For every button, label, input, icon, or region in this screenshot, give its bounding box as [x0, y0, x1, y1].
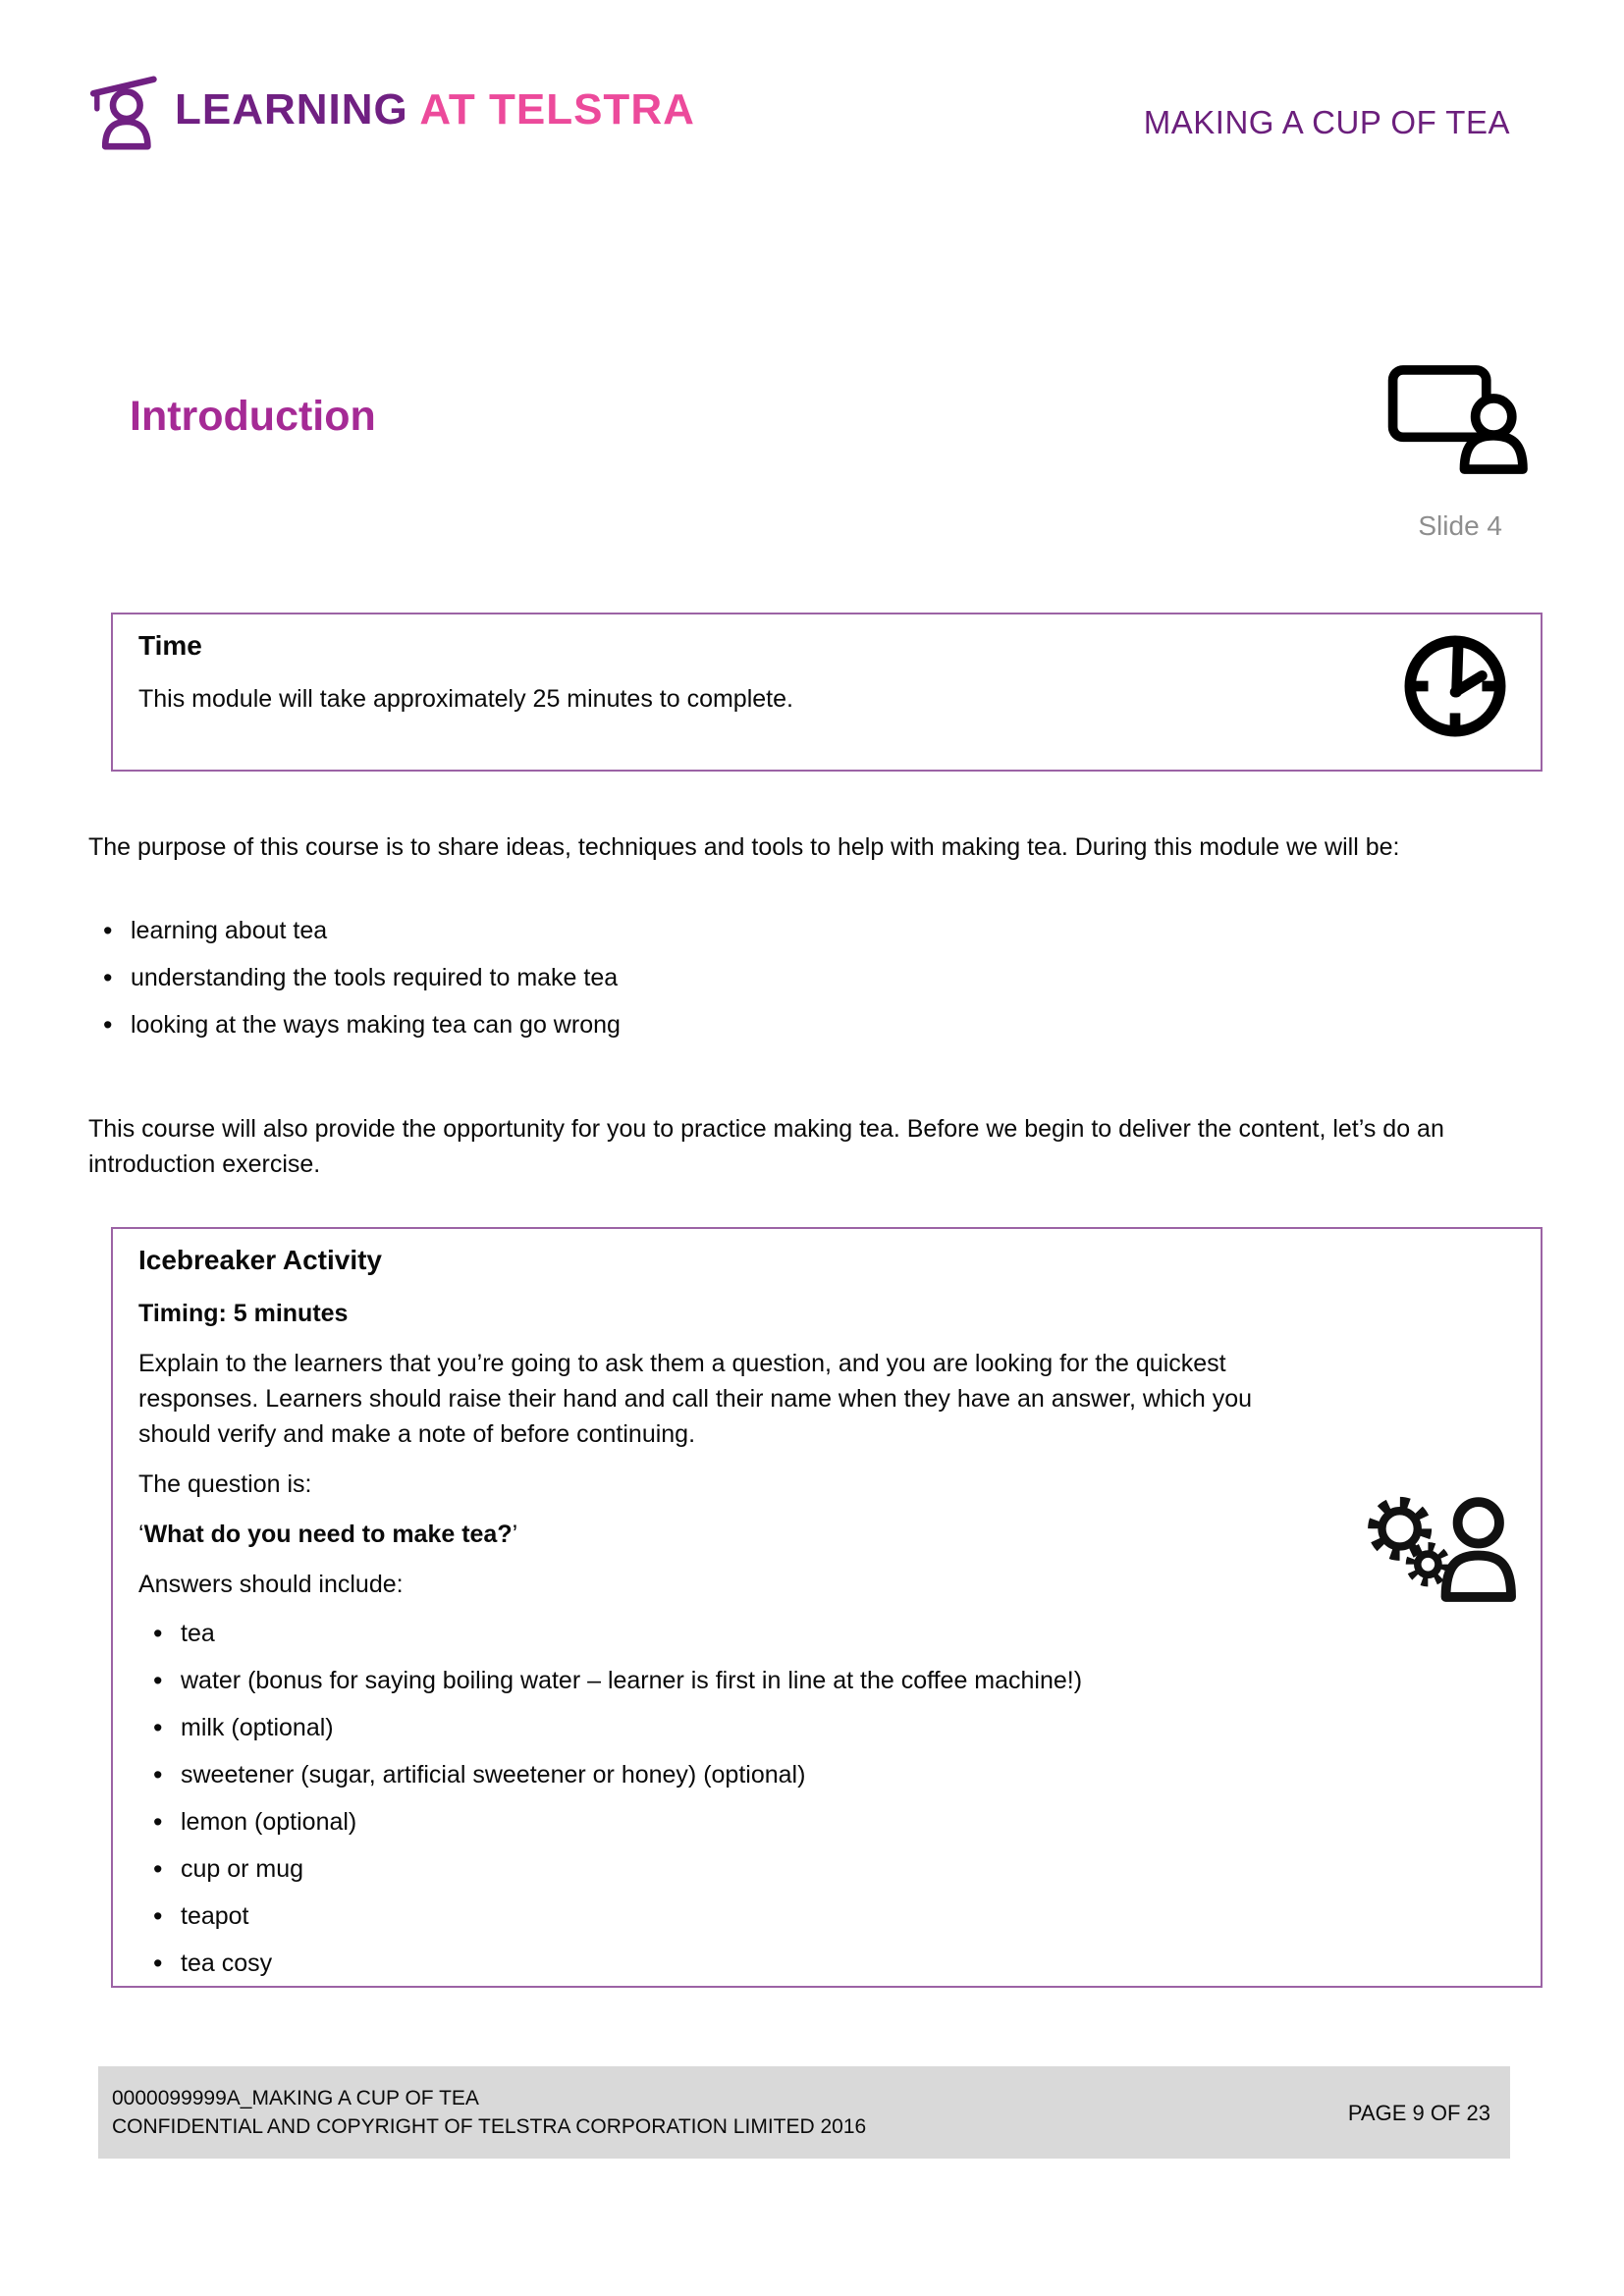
footer-confidentiality: CONFIDENTIAL AND COPYRIGHT OF TELSTRA CORPORATION LIMITED 2016 [112, 2115, 867, 2138]
gears-person-icon [1362, 1484, 1527, 1606]
practice-paragraph: This course will also provide the opportunity for you to practice making tea. Before we begin to deliver the content, let’s do an introduction exercise. [88, 1115, 1444, 1178]
list-item: • milk (optional) [138, 1711, 1515, 1745]
list-item: • tea [138, 1617, 1515, 1651]
intro-paragraph: The purpose of this course is to share ideas, techniques and tools to help with making tea. During this module we will be: [88, 833, 1400, 861]
list-item: • teapot [138, 1899, 1515, 1934]
graduate-person-icon [82, 69, 161, 151]
logo-text [175, 85, 695, 134]
time-box [111, 613, 1543, 772]
logo [82, 69, 695, 151]
list-item: • looking at the ways making tea can go wrong [88, 1008, 1527, 1042]
list-item: • sweetener (sugar, artificial sweetener or honey) (optional) [138, 1758, 1515, 1792]
list-item: • understanding the tools required to make tea [88, 961, 1527, 995]
question-lead: The question is: [138, 1470, 312, 1498]
list-item: • learning about tea [88, 914, 1527, 948]
clock-icon [1395, 626, 1515, 746]
logo-word-learning: LEARNING [175, 85, 408, 133]
footer-page-number: PAGE 9 OF 23 [1347, 2100, 1490, 2125]
quote-open: ‘ [138, 1521, 144, 1548]
answers-lead: Answers should include: [138, 1571, 404, 1598]
footer-document-info [112, 2084, 866, 2141]
intro-bullet-list [88, 914, 1527, 1042]
time-box-text: This module will take approximately 25 minutes to complete. [138, 685, 793, 713]
icebreaker-question [138, 1517, 1515, 1552]
page-title: Introduction [130, 393, 376, 440]
icebreaker-activity-box [111, 1227, 1543, 1988]
logo-word-at-telstra: AT TELSTRA [419, 85, 695, 133]
icebreaker-instructions: Explain to the learners that you’re going to ask them a question, and you are looking for the quickest responses. Learners should raise their hand and call their name when they have an answer, which you should verify and make a note of before continuing. [138, 1350, 1253, 1448]
page-footer [98, 2066, 1510, 2159]
icebreaker-title: Icebreaker Activity [138, 1245, 382, 1275]
icebreaker-timing: Timing: 5 minutes [138, 1300, 349, 1327]
question-text: What do you need to make tea? [143, 1521, 513, 1548]
document-title: MAKING A CUP OF TEA [1143, 104, 1510, 140]
slide-number-label: Slide 4 [1418, 510, 1502, 541]
list-item: • tea cosy [138, 1947, 1515, 1981]
time-box-title: Time [138, 630, 202, 661]
list-item: • cup or mug [138, 1852, 1515, 1887]
quote-close: ’ [512, 1521, 518, 1548]
answers-list [138, 1617, 1515, 1981]
list-item: • water (bonus for saying boiling water – learner is first in line at the coffee machine!) [138, 1664, 1515, 1698]
list-item: • lemon (optional) [138, 1805, 1515, 1840]
footer-doc-id: 0000099999A_MAKING A CUP OF TEA [112, 2087, 479, 2109]
presenter-screen-icon [1386, 361, 1534, 475]
